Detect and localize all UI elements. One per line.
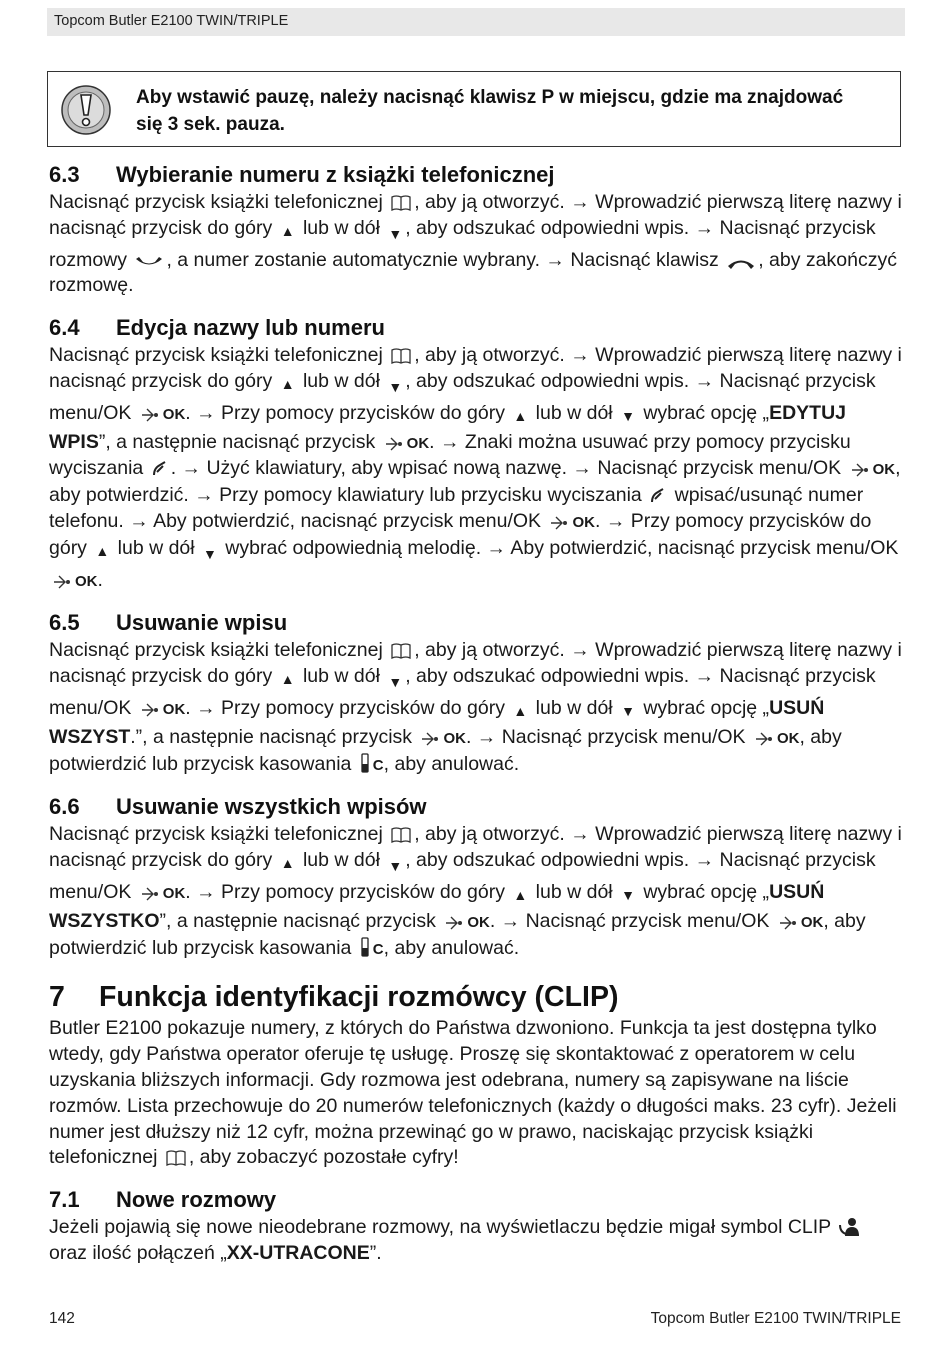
- menu-ok-icon: [777, 915, 799, 931]
- ok-label: OK: [467, 913, 490, 931]
- menu-ok-icon: [548, 515, 570, 531]
- ok-label: OK: [162, 700, 186, 718]
- phonebook-icon: [390, 826, 412, 844]
- up-arrow-icon: ▲: [513, 407, 528, 424]
- menu-ok-icon: [139, 886, 161, 902]
- down-arrow-icon: ▼: [621, 886, 635, 903]
- footer-title: Topcom Butler E2100 TWIN/TRIPLE: [650, 1310, 901, 1327]
- mute-icon: [151, 460, 169, 478]
- section-heading-6-5: 6.5 Usuwanie wpisu: [49, 610, 288, 636]
- section-heading-6-3: 6.3 Wybieranie numeru z książki telefonicznej: [49, 162, 555, 187]
- page-number: 142: [49, 1310, 75, 1327]
- section-heading-6-4: 6.4 Edycja nazwy lub numeru: [49, 315, 385, 341]
- notice-box: [47, 71, 901, 147]
- chapter-heading-7: 7 Funkcja identyfikacji rozmówcy (CLIP): [49, 981, 619, 1014]
- up-arrow-icon: ▲: [280, 222, 295, 239]
- clear-key-icon: [359, 752, 371, 774]
- clip-caller-icon: [838, 1217, 862, 1237]
- ok-label: OK: [406, 434, 430, 452]
- ok-label: OK: [872, 461, 896, 479]
- phonebook-icon: [390, 642, 412, 660]
- call-handset-icon: [134, 256, 164, 270]
- clear-key-icon: [359, 936, 371, 958]
- section-heading-6-6: 6.6 Usuwanie wszystkich wpisów: [49, 794, 427, 820]
- phonebook-icon: [390, 347, 412, 365]
- down-arrow-icon: ▼: [388, 225, 403, 242]
- ok-label: OK: [162, 884, 186, 902]
- ok-label: OK: [75, 572, 98, 590]
- c-label: C: [372, 940, 384, 958]
- section-body-6-6: Nacisnąć przycisk książki telefonicznej , aby ją otworzyć. → Wprowadzić pierwszą literę nazwy i nacisnąć przycisk do góry ▲ lub w dół ▼ , aby odszukać odpowiedni wpis. → Nacisnąć przycisk menu/OK OK. → Przy pomocy przycisków do góry ▲ lub w dół ▼ wybrać opcję „USUŃ WSZYSTKO”, a następnie nacisnąć przycisk OK. → Nacisnąć przycisk menu/OK OK, aby potwierdzić lub przycisk kasowania C, aby anulować.: [49, 823, 902, 959]
- phonebook-icon: [390, 194, 412, 212]
- phonebook-icon: [165, 1149, 187, 1167]
- menu-ok-icon: [419, 731, 441, 747]
- hang-up-icon: [726, 256, 756, 270]
- up-arrow-icon: ▲: [513, 886, 528, 903]
- page-content: [49, 160, 905, 1267]
- section-body-6-5: Nacisnąć przycisk książki telefonicznej , aby ją otworzyć. → Wprowadzić pierwszą literę nazwy i nacisnąć przycisk do góry ▲ lub w dół ▼ , aby odszukać odpowiedni wpis. → Nacisnąć przycisk menu/OK OK. → Przy pomocy przycisków do góry ▲ lub w dół ▼ wybrać opcję „USUŃ WSZYST.”, a następnie nacisnąć przycisk OK. → Nacisnąć przycisk menu/OK OK, aby potwierdzić lub przycisk kasowania C, aby anulować.: [49, 639, 902, 775]
- menu-ok-icon: [139, 702, 161, 718]
- clip-missed-label: XX-UTRACONE: [226, 1241, 370, 1264]
- menu-ok-icon: [51, 574, 73, 590]
- up-arrow-icon: ▲: [280, 855, 295, 872]
- mute-icon: [649, 487, 667, 505]
- down-arrow-icon: ▼: [388, 378, 403, 395]
- section-body-6-3: Nacisnąć przycisk książki telefonicznej , aby ją otworzyć. → Wprowadzić pierwszą literę nazwy i nacisnąć przycisk do góry ▲ lub w dół ▼ , aby odszukać odpowiedni wpis. → Nacisnąć przycisk rozmowy , a numer zostanie automatycznie wybrany. → Nacisnąć klawisz , aby zakończyć rozmowę.: [49, 191, 902, 297]
- down-arrow-icon: ▼: [388, 674, 403, 691]
- ok-label: OK: [572, 513, 595, 531]
- menu-ok-icon: [139, 407, 161, 423]
- up-arrow-icon: ▲: [280, 375, 295, 392]
- menu-ok-icon: [383, 436, 405, 452]
- chapter-body-7: Butler E2100 pokazuje numery, z których do Państwa dzwoniono. Funkcja ta jest dostępna tylko wtedy, gdy Państwa operator oferuje tę usługę. Proszę się skontaktować z operatorem w celu uzyskania bliższych informacji. Gdy rozmowa jest odebrana, numery są zapisywane na liście rozmów. Lista przechowuje do 20 numerów telefonicznych (każdy o długości maks. 23 cyfr). Jeżeli numer jest dłuższy niż 12 cyfr, można przewinąć go w prawo, naciskając przycisk książki telefonicznej , aby zobaczyć pozostałe cyfry!: [49, 1017, 897, 1169]
- ok-label: OK: [162, 405, 186, 423]
- up-arrow-icon: ▲: [280, 671, 295, 688]
- section-heading-7-1: 7.1 Nowe rozmowy: [49, 1187, 277, 1213]
- up-arrow-icon: ▲: [513, 702, 528, 719]
- menu-ok-icon: [443, 915, 465, 931]
- up-arrow-icon: ▲: [95, 542, 110, 559]
- warning-icon: [60, 84, 112, 136]
- header-title: Topcom Butler E2100 TWIN/TRIPLE: [54, 13, 289, 29]
- down-arrow-icon: ▼: [388, 858, 403, 875]
- menu-ok-icon: [753, 731, 775, 747]
- option-name: EDYTUJ WPIS: [49, 401, 846, 453]
- down-arrow-icon: ▼: [203, 545, 217, 562]
- header-bar: [47, 8, 905, 36]
- section-body-6-4: Nacisnąć przycisk książki telefonicznej , aby ją otworzyć. → Wprowadzić pierwszą literę nazwy i nacisnąć przycisk do góry ▲ lub w dół ▼ , aby odszukać odpowiedni wpis. → Nacisnąć przycisk menu/OK OK. → Przy pomocy przycisków do góry ▲ lub w dół ▼ wybrać opcję „EDYTUJ WPIS”, a następnie nacisnąć przycisk OK. → Znaki można usuwać przy pomocy przycisku wyciszania . → Użyć klawiatury, aby wpisać nową nazwę. → Nacisnąć przycisk menu/OK OK, aby potwierdzić. → Przy pomocy klawiatury lub przycisku wyciszania wpisać/usunąć numer telefonu. → Aby potwierdzić, nacisnąć przycisk menu/OK OK. → Przy pomocy przycisków do góry ▲ lub w dół ▼ wybrać odpowiednią melodię. → Aby potwierdzić, nacisnąć przycisk menu/OK OK.: [49, 344, 902, 591]
- down-arrow-icon: ▼: [621, 702, 635, 719]
- ok-label: OK: [443, 729, 466, 747]
- ok-label: OK: [776, 729, 800, 747]
- menu-ok-icon: [849, 462, 871, 478]
- notice-text: Aby wstawić pauzę, należy nacisnąć klawisz P w miejscu, gdzie ma znajdować się 3 sek. pauza.: [136, 87, 844, 135]
- c-label: C: [372, 756, 384, 774]
- option-name: USUŃ WSZYST: [49, 696, 825, 748]
- ok-label: OK: [800, 913, 824, 931]
- down-arrow-icon: ▼: [621, 407, 635, 424]
- option-name: USUŃ WSZYSTKO: [49, 880, 825, 932]
- section-body-7-1: Jeżeli pojawią się nowe nieodebrane rozmowy, na wyświetlaczu będzie migał symbol CLIP oraz ilość połączeń „XX-UTRACONE”.: [49, 1215, 905, 1267]
